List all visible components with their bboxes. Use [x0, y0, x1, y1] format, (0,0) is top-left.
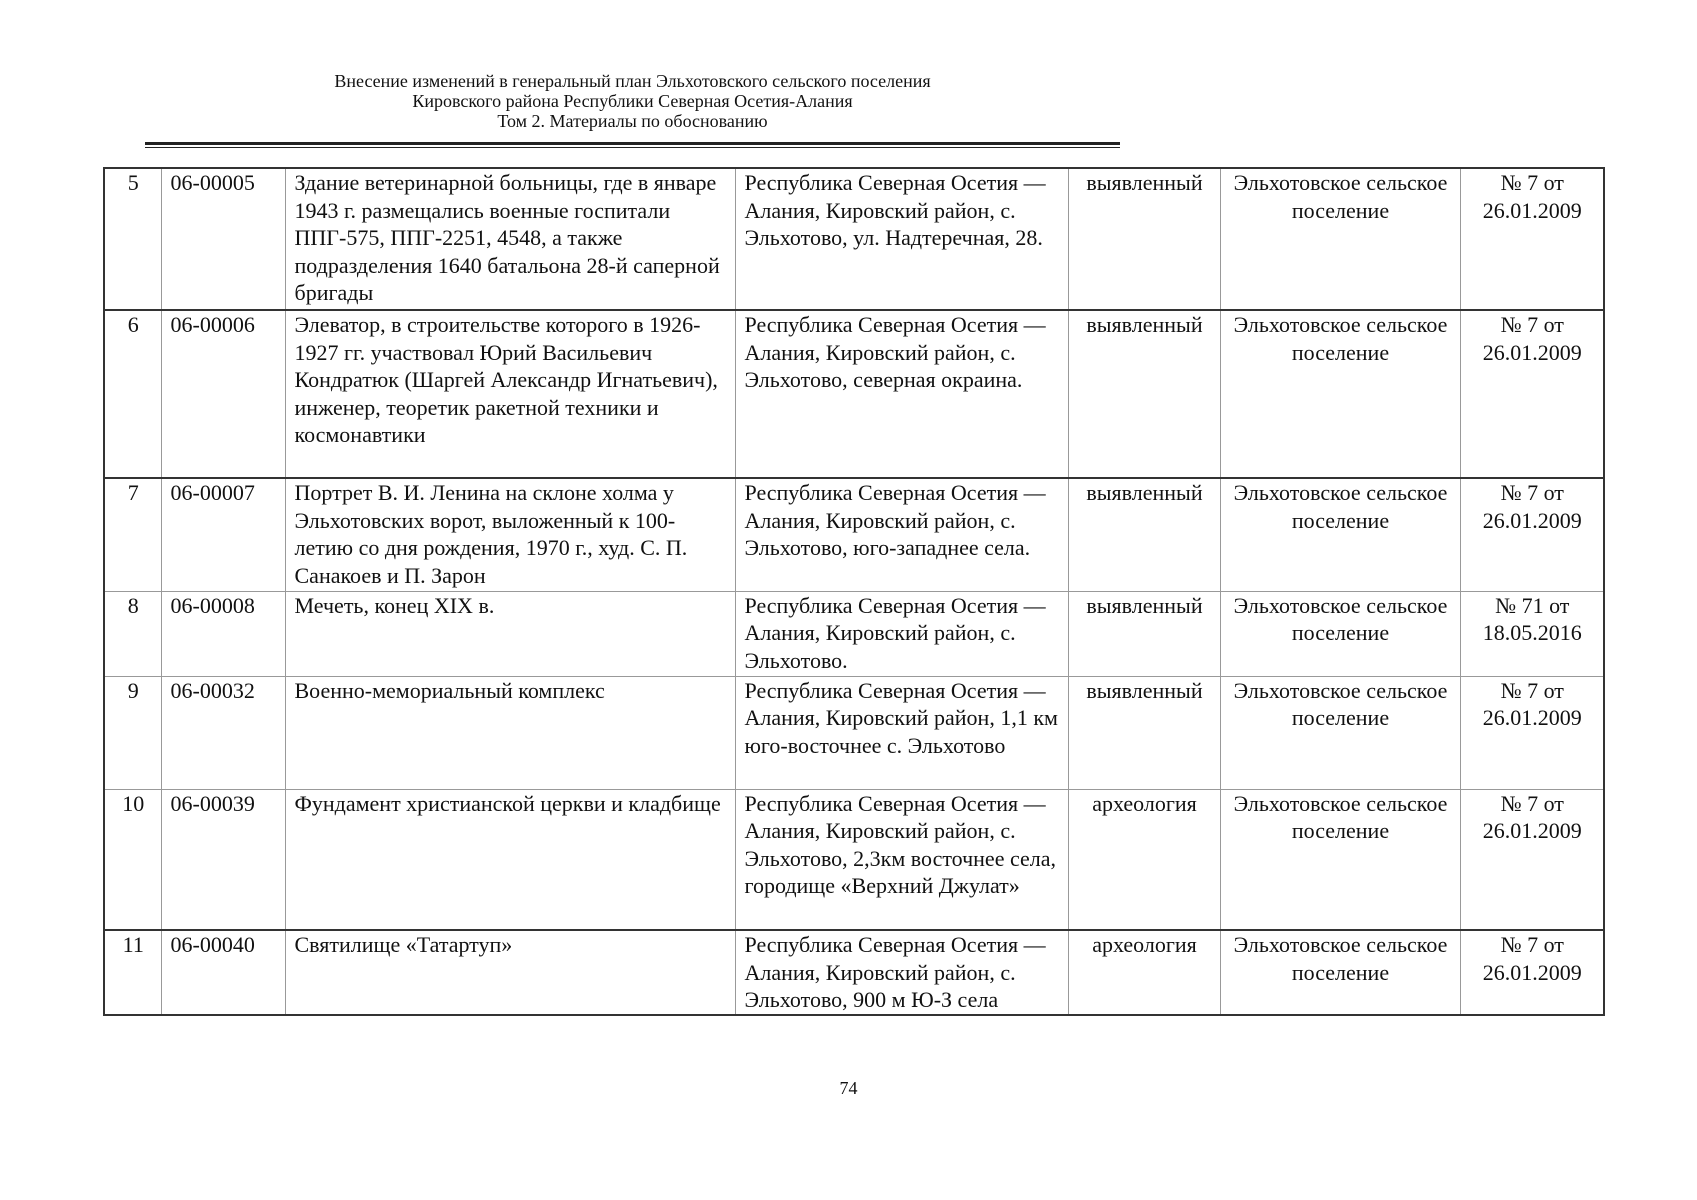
registry-code: 06-00008 [161, 591, 285, 676]
row-number: 7 [104, 478, 161, 591]
object-name: Фундамент христианской церкви и кладбище [285, 789, 735, 930]
object-address: Республика Северная Осетия — Алания, Кировский район, с. Эльхотово, 2,3км восточнее села, городище «Верхний Джулат» [735, 789, 1068, 930]
row-number: 9 [104, 676, 161, 789]
row-number: 11 [104, 930, 161, 1015]
object-document: № 7 от 26.01.2009 [1460, 676, 1604, 789]
registry-code: 06-00005 [161, 168, 285, 310]
object-territory: Эльхотовское сельское поселение [1220, 591, 1460, 676]
table-row [104, 676, 1604, 789]
object-name: Святилище «Татартуп» [285, 930, 735, 1015]
registry-code: 06-00040 [161, 930, 285, 1015]
object-territory: Эльхотовское сельское поселение [1220, 478, 1460, 591]
table-row [104, 930, 1604, 1015]
header-line-2: Кировского района Республики Северная Осетия-Алания [412, 91, 853, 111]
object-name: Военно-мемориальный комплекс [285, 676, 735, 789]
object-name: Портрет В. И. Ленина на склоне холма у Эльхотовских ворот, выложенный к 100-летию со дня рождения, 1970 г., худ. С. П. Санакоев и П. Зарон [285, 478, 735, 591]
object-document: № 71 от 18.05.2016 [1460, 591, 1604, 676]
running-header [145, 71, 1120, 131]
row-number: 6 [104, 310, 161, 478]
object-category: выявленный [1068, 591, 1220, 676]
registry-code: 06-00006 [161, 310, 285, 478]
registry-code: 06-00032 [161, 676, 285, 789]
object-territory: Эльхотовское сельское поселение [1220, 676, 1460, 789]
object-address: Республика Северная Осетия — Алания, Кировский район, с. Эльхотово, 900 м Ю-З села [735, 930, 1068, 1015]
object-category: выявленный [1068, 168, 1220, 310]
header-line-1: Внесение изменений в генеральный план Эльхотовского сельского поселения [334, 71, 931, 91]
header-rule-thin [145, 147, 1120, 148]
page-number: 74 [839, 1078, 858, 1098]
table-row [104, 789, 1604, 930]
object-address: Республика Северная Осетия — Алания, Кировский район, 1,1 км юго-восточнее с. Эльхотово [735, 676, 1068, 789]
header-rule-thick [145, 142, 1120, 145]
object-category: выявленный [1068, 478, 1220, 591]
object-document: № 7 от 26.01.2009 [1460, 168, 1604, 310]
registry-code: 06-00039 [161, 789, 285, 930]
row-number: 8 [104, 591, 161, 676]
header-line-3: Том 2. Материалы по обоснованию [497, 111, 768, 131]
table-row [104, 478, 1604, 591]
object-address: Республика Северная Осетия — Алания, Кировский район, с. Эльхотово, северная окраина. [735, 310, 1068, 478]
row-number: 5 [104, 168, 161, 310]
object-document: № 7 от 26.01.2009 [1460, 930, 1604, 1015]
object-territory: Эльхотовское сельское поселение [1220, 168, 1460, 310]
row-number: 10 [104, 789, 161, 930]
object-territory: Эльхотовское сельское поселение [1220, 930, 1460, 1015]
table-row [104, 310, 1604, 478]
object-category: выявленный [1068, 310, 1220, 478]
object-category: археология [1068, 789, 1220, 930]
object-territory: Эльхотовское сельское поселение [1220, 789, 1460, 930]
object-document: № 7 от 26.01.2009 [1460, 478, 1604, 591]
object-name: Здание ветеринарной больницы, где в январе 1943 г. размещались военные госпитали ППГ-575, ППГ-2251, 4548, а также подразделения 1640 батальона 28-й саперной бригады [285, 168, 735, 310]
object-document: № 7 от 26.01.2009 [1460, 310, 1604, 478]
object-name: Мечеть, конец XIX в. [285, 591, 735, 676]
table-row [104, 168, 1604, 310]
object-category: выявленный [1068, 676, 1220, 789]
object-document: № 7 от 26.01.2009 [1460, 789, 1604, 930]
object-address: Республика Северная Осетия — Алания, Кировский район, с. Эльхотово, юго-западнее села. [735, 478, 1068, 591]
object-address: Республика Северная Осетия — Алания, Кировский район, с. Эльхотово, ул. Надтеречная, 28. [735, 168, 1068, 310]
table-row [104, 591, 1604, 676]
registry-code: 06-00007 [161, 478, 285, 591]
object-address: Республика Северная Осетия — Алания, Кировский район, с. Эльхотово. [735, 591, 1068, 676]
object-category: археология [1068, 930, 1220, 1015]
object-name: Элеватор, в строительстве которого в 1926-1927 гг. участвовал Юрий Васильевич Кондратюк (Шаргей Александр Игнатьевич), инженер, теоретик ракетной техники и космонавтики [285, 310, 735, 478]
object-territory: Эльхотовское сельское поселение [1220, 310, 1460, 478]
heritage-objects-table [103, 167, 1605, 1016]
